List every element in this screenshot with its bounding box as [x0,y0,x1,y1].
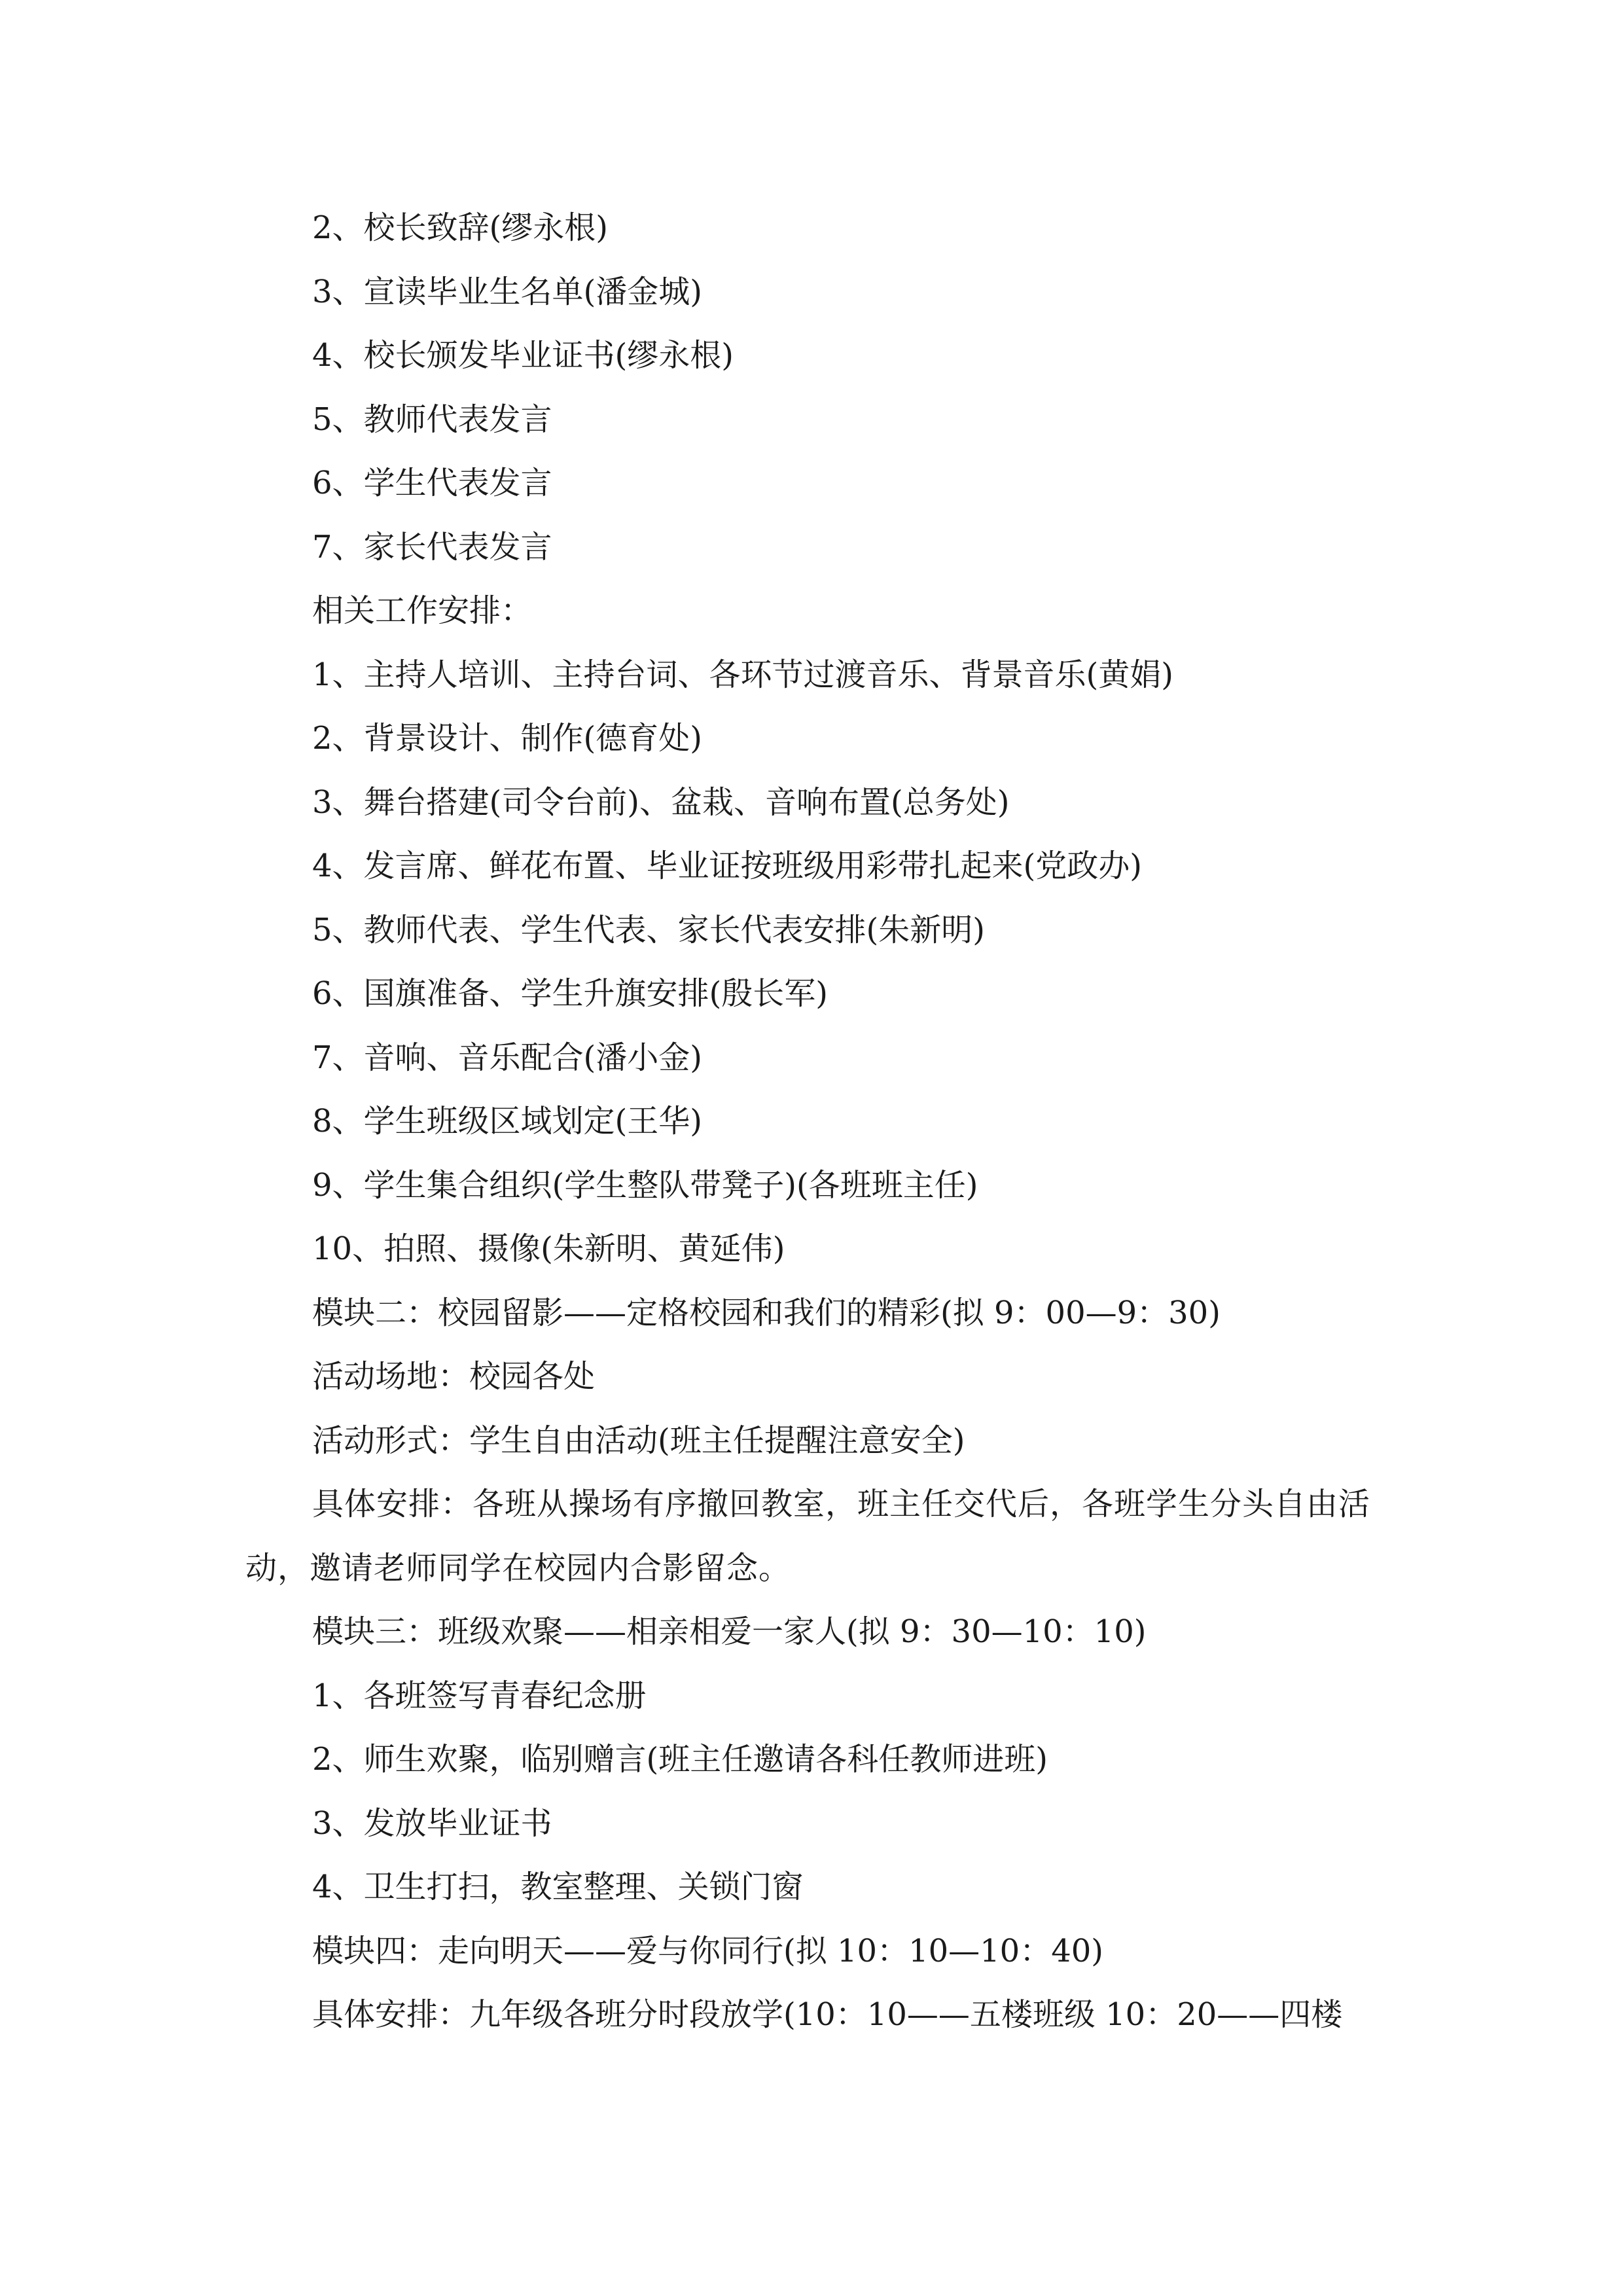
text-line: 7、家长代表发言 [312,528,552,565]
text-line: 2、校长致辞(缪永根) [312,209,608,246]
text-line: 9、学生集合组织(学生整队带凳子)(各班班主任) [312,1166,978,1204]
text-line: 10、拍照、摄像(朱新明、黄延伟) [312,1230,785,1267]
text-line: 4、发言席、鲜花布置、毕业证按班级用彩带扎起来(党政办) [312,848,1142,884]
text-line: 5、教师代表发言 [312,401,552,438]
text-line: 1、各班签写青春纪念册 [312,1677,647,1714]
text-line: 3、舞台搭建(司令台前)、盆栽、音响布置(总务处) [312,783,1010,821]
text-line: 7、音响、音乐配合(潘小金) [312,1039,702,1076]
text-line: 2、师生欢聚，临别赠言(班主任邀请各科任教师进班) [312,1741,1048,1778]
text-line: 1、主持人培训、主持台词、各环节过渡音乐、背景音乐(黄娟) [312,656,1173,693]
text-line: 3、发放毕业证书 [312,1804,552,1842]
text-line: 活动形式：学生自由活动(班主任提醒注意安全) [312,1422,965,1459]
section-heading: 相关工作安排： [312,592,533,629]
text-line: 6、学生代表发言 [312,465,552,501]
document-body [245,196,1387,2047]
module-heading: 模块二：校园留影——定格校园和我们的精彩(拟 9：00—9：30) [312,1294,1221,1331]
module-heading: 模块三：班级欢聚——相亲相爱一家人(拟 9：30—10：10) [312,1613,1147,1650]
text-line: 3、宣读毕业生名单(潘金城) [312,273,702,310]
text-line: 具体安排：九年级各班分时段放学(10：10——五楼班级 10：20——四楼 [312,1996,1343,2033]
text-line: 4、校长颁发毕业证书(缪永根) [312,337,734,374]
text-line: 6、国旗准备、学生升旗安排(殷长军) [312,975,828,1012]
text-line: 8、学生班级区域划定(王华) [312,1103,702,1139]
text-line: 活动场地：校园各处 [312,1358,596,1395]
text-line: 5、教师代表、学生代表、家长代表安排(朱新明) [312,911,985,948]
body-paragraph: 具体安排：各班从操场有序撤回教室，班主任交代后，各班学生分头自由活动，邀请老师同学在校园内合影留念。 [245,1486,1371,1587]
text-line: 4、卫生打扫，教室整理、关锁门窗 [312,1869,804,1905]
module-heading: 模块四：走向明天——爱与你同行(拟 10：10—10：40) [312,1932,1104,1969]
text-line: 2、背景设计、制作(德育处) [312,720,702,757]
